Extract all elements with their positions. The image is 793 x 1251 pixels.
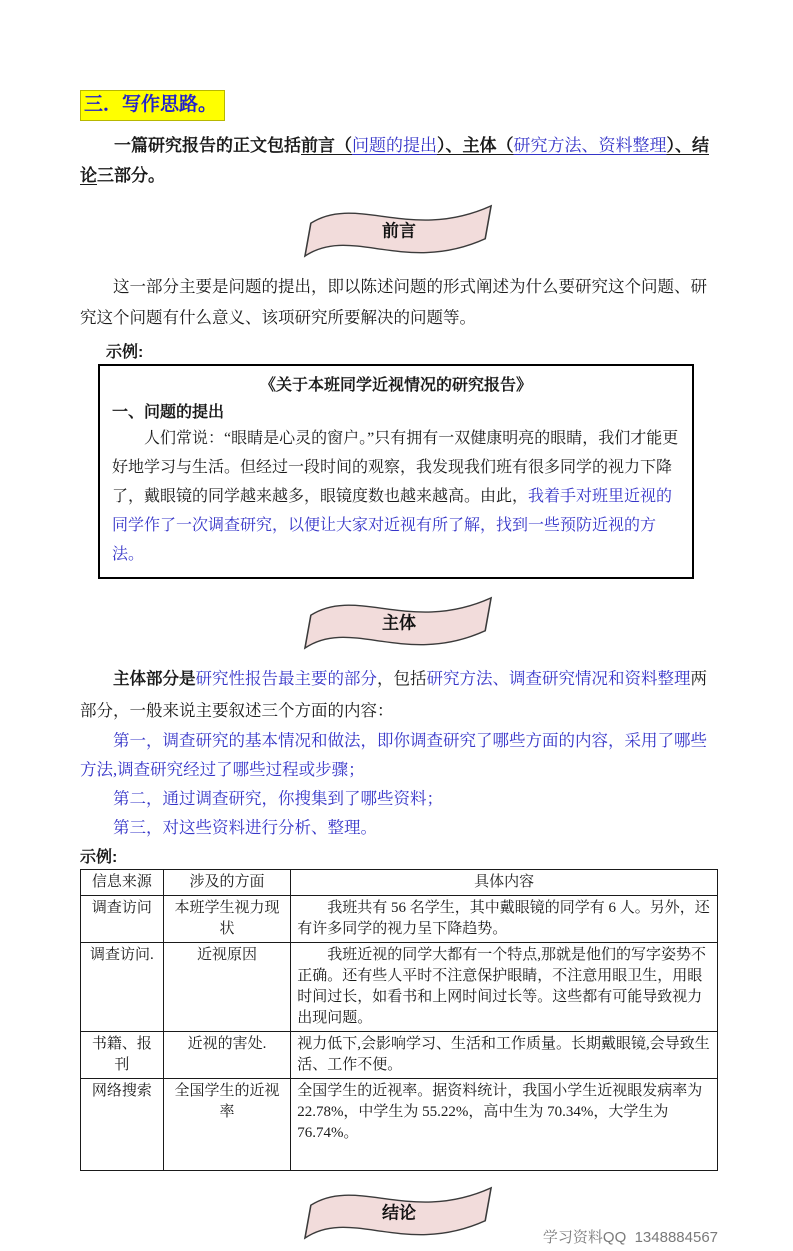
col-header-source: 信息来源 [81, 869, 164, 895]
watermark-text: 学习资料QQ 1348884567 [542, 1228, 718, 1246]
foreword-banner [303, 199, 495, 263]
page-content [80, 0, 718, 1251]
table-row [81, 1078, 718, 1170]
body-points [80, 726, 718, 842]
info-sources-table [80, 869, 718, 1171]
point-3: 第三，对这些资料进行分析、整理。 [113, 817, 377, 837]
term-foreword: 前言 [301, 135, 335, 155]
table-row [81, 1031, 718, 1078]
cell-source: 调查访问. [81, 942, 164, 1031]
body-lead-paragraph [80, 663, 718, 726]
point-1: 第一，调查研究的基本情况和做法，即你调查研究了哪些方面的内容，采用了哪些方法,调查研究经过了哪些过程或步骤； [80, 730, 707, 779]
body-lead-blue1: 研究性报告最主要的部分 [195, 668, 377, 688]
section-heading: 三．写作思路。 [80, 90, 225, 121]
foreword-example-box [98, 364, 694, 579]
body-banner [303, 591, 495, 655]
paren-open: （ [335, 135, 352, 155]
cell-aspect: 本班学生视力现状 [163, 895, 290, 942]
foreword-banner-label: 前言 [382, 221, 416, 241]
conclusion-band [80, 1181, 718, 1251]
cell-content: 我班近视的同学大都有一个特点,那就是他们的写字姿势不正确。还有些人平时不注意保护眼睛，不注意用眼卫生，用眼时间过长，如看书和上网时间过长等。这些都有可能导致视力出现问题。 [291, 942, 718, 1031]
conclusion-banner [303, 1181, 495, 1245]
term-conclusion: 结论 [80, 135, 709, 185]
cell-aspect: 近视原因 [163, 942, 290, 1031]
col-header-content: 具体内容 [291, 869, 718, 895]
paren-open2: （ [496, 135, 514, 155]
intro-text-end: 三部分。 [97, 165, 165, 185]
cell-source: 调查访问 [81, 895, 164, 942]
cell-content: 我班共有 56 名学生，其中戴眼镜的同学有 6 人。另外，还有许多同学的视力呈下降趋势。 [291, 895, 718, 942]
body-banner-label: 主体 [382, 613, 416, 633]
conclusion-banner-label: 结论 [382, 1203, 416, 1223]
cell-content: 全国学生的近视率。据资料统计，我国小学生近视眼发病率为 22.78%，中学生为 55.22%，高中生为 70.34%，大学生为 76.74%。 [291, 1078, 718, 1170]
col-header-aspect: 涉及的方面 [163, 869, 290, 895]
example-body-paragraph [112, 424, 680, 569]
body-lead-bold: 主体部分是 [113, 669, 196, 688]
paren-close: ）、 [437, 135, 463, 155]
example-report-title: 《关于本班同学近视情况的研究报告》 [259, 376, 532, 394]
example-subheading: 一、问题的提出 [112, 403, 225, 421]
cell-content: 视力低下,会影响学习、生活和工作质量。长期戴眼镜,会导致生活、工作不便。 [291, 1031, 718, 1078]
foreword-description: 这一部分主要是问题的提出，即以陈述问题的形式阐述为什么要研究这个问题、研究这个问题有什么意义、该项研究所要解决的问题等。 [80, 276, 707, 327]
term-question-raised: 问题的提出 [352, 135, 437, 155]
paren-close2: ）、 [666, 135, 692, 155]
body-example-label: 示例: [80, 848, 118, 866]
table-row [81, 942, 718, 1031]
body-lead-black2: 两部分，一般来说主要叙述三个方面的内容： [80, 668, 707, 720]
intro-text: 一篇研究报告的正文包括 [114, 135, 301, 155]
cell-aspect: 全国学生的近视率 [163, 1078, 290, 1170]
body-lead-black1: ，包括 [377, 668, 427, 688]
cell-aspect: 近视的害处. [163, 1031, 290, 1078]
cell-source: 网络搜索 [81, 1078, 164, 1170]
cell-source: 书籍、报刊 [81, 1031, 164, 1078]
example-body-blue: 我着手对班里近视的同学作了一次调查研究，以便让大家对近视有所了解，找到一些预防近视的方法。 [112, 487, 673, 563]
foreword-example-label: 示例: [106, 343, 144, 361]
example-body-black: 人们常说：“眼睛是心灵的窗户。”只有拥有一双健康明亮的眼睛，我们才能更好地学习与生活。但经过一段时间的观察，我发现我们班有很多同学的视力下降了，戴眼镜的同学越来越多，眼镜度数也越来越高。由此， [112, 429, 679, 505]
body-lead-blue2: 研究方法、调查研究情况和资料整理 [426, 668, 691, 688]
table-row [81, 895, 718, 942]
term-body: 主体 [462, 135, 497, 155]
point-2: 第二，通过调查研究，你搜集到了哪些资料； [113, 788, 443, 808]
term-methods-materials: 研究方法、资料整理 [513, 135, 667, 155]
table-header-row [81, 869, 718, 895]
intro-paragraph [80, 131, 718, 191]
